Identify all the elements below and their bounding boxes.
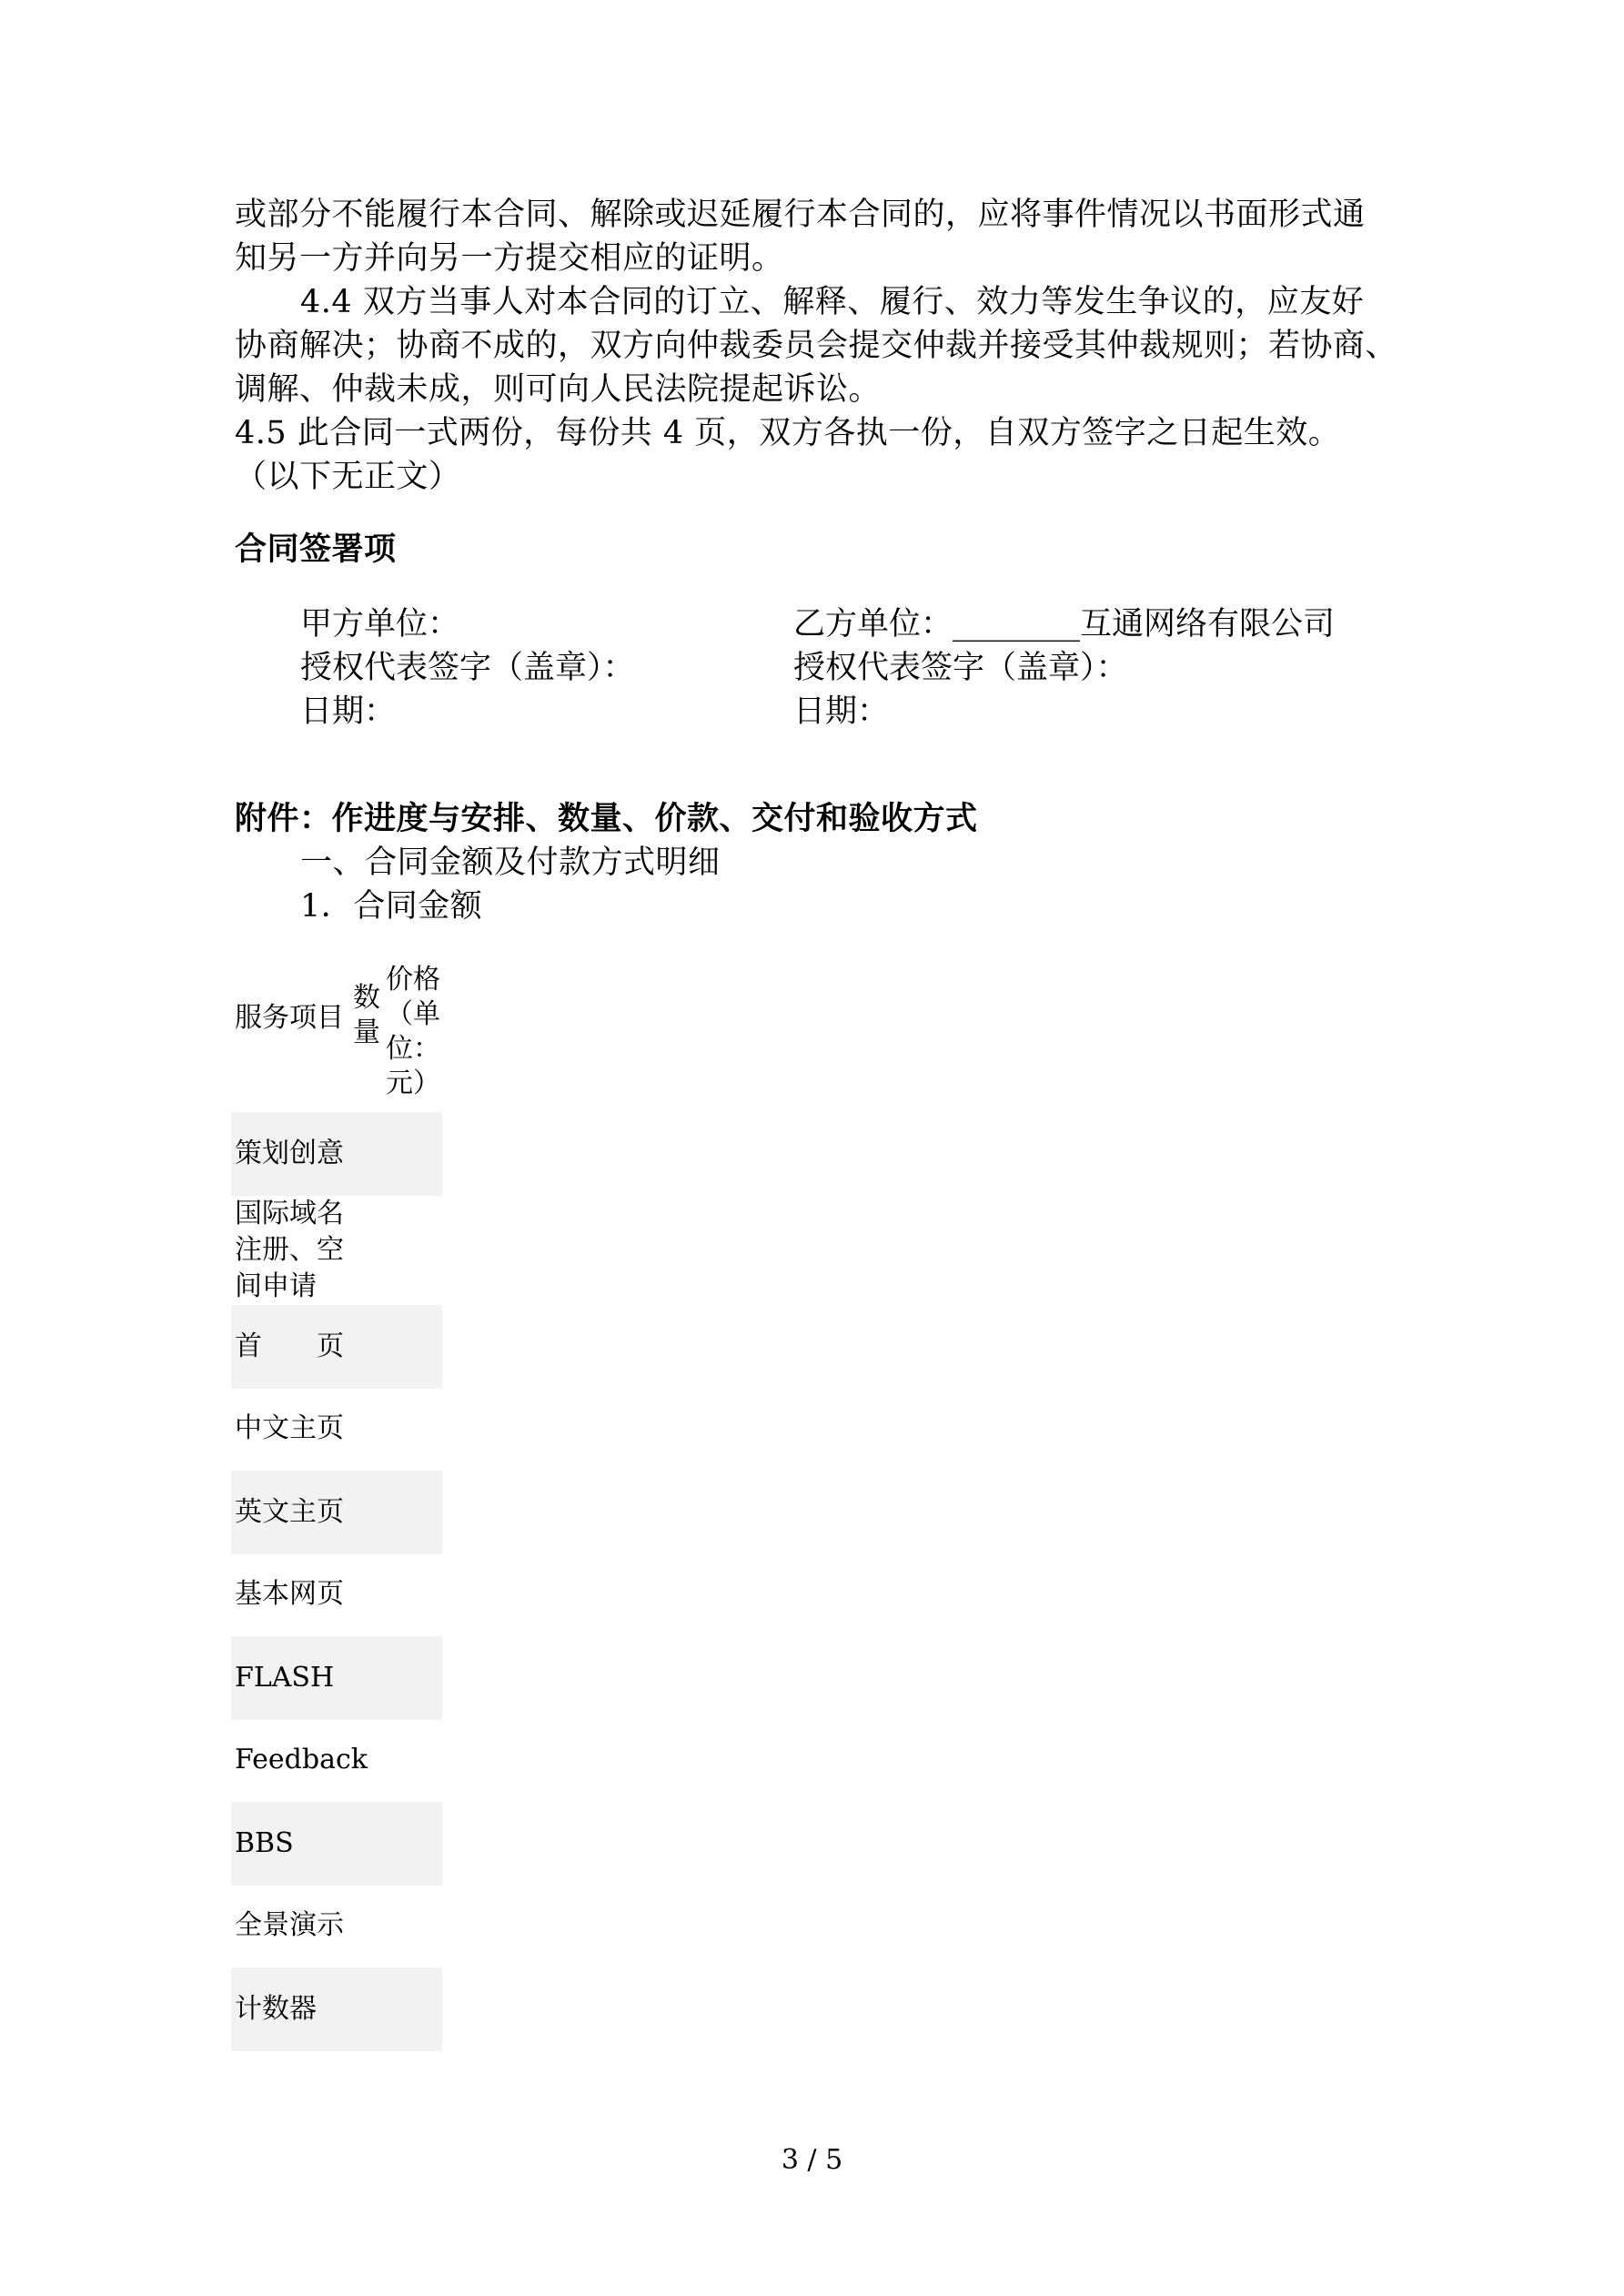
row-label: Feedback: [235, 1744, 368, 1775]
table-row: [231, 1886, 442, 1967]
row-label: BBS: [235, 1827, 294, 1859]
table-row: [231, 1967, 442, 2051]
row-label: 首 页: [235, 1330, 344, 1362]
party-b-unit: 乙方单位：________互通网络有限公司: [793, 606, 1336, 642]
header-service-item: 服务项目: [235, 1002, 344, 1034]
body-line-5: 调解、仲裁未成，则可向人民法院提起诉讼。: [235, 371, 882, 408]
body-line-2: 知另一方并向另一方提交相应的证明。: [235, 240, 784, 277]
party-a-date: 日期：: [300, 693, 397, 730]
table-row: [231, 1554, 442, 1636]
page-number: 3 / 5: [781, 2144, 843, 2176]
table-row: [231, 1196, 442, 1305]
row-label: FLASH: [235, 1662, 335, 1694]
table-row: [231, 1305, 442, 1389]
table-row: [231, 1636, 442, 1720]
party-b-date: 日期：: [793, 693, 890, 730]
row-label: 中文主页: [235, 1412, 344, 1444]
appendix-section-1: 一、合同金额及付款方式明细: [300, 845, 721, 881]
row-label: 基本网页: [235, 1578, 344, 1610]
signing-heading: 合同签署项: [235, 531, 397, 568]
clause-4-4: 4.4 双方当事人对本合同的订立、解释、履行、效力等发生争议的，应友好: [300, 284, 1365, 320]
appendix-subsection-1: 1．合同金额: [300, 888, 483, 925]
row-label-line-1: 国际域名: [235, 1198, 344, 1229]
row-label: 策划创意: [235, 1138, 344, 1169]
header-price-4: 元）: [386, 1067, 440, 1099]
table-row: [231, 1471, 442, 1554]
table-row: [231, 1389, 442, 1471]
row-label: 全景演示: [235, 1909, 344, 1941]
header-qty-2: 量: [353, 1017, 380, 1048]
row-label: 计数器: [235, 1993, 317, 2025]
party-a-signature: 授权代表签字（盖章）：: [300, 650, 635, 686]
row-label-line-3: 间申请: [235, 1270, 317, 1302]
table-row: [231, 1720, 442, 1802]
header-qty-1: 数: [353, 982, 380, 1014]
table-row: [231, 1112, 442, 1196]
header-price-2: （单: [386, 998, 440, 1030]
header-price-1: 价格: [386, 964, 440, 996]
body-line-1: 或部分不能履行本合同、解除或迟延履行本合同的，应将事件情况以书面形式通: [235, 197, 1366, 233]
party-a-unit: 甲方单位：: [300, 606, 460, 642]
clause-4-5: 4.5 此合同一式两份，每份共 4 页，双方各执一份，自双方签字之日起生效。: [235, 415, 1341, 451]
body-line-4: 协商解决；协商不成的，双方向仲裁委员会提交仲裁并接受其仲裁规则；若协商、: [235, 328, 1398, 364]
row-label: 英文主页: [235, 1496, 344, 1528]
appendix-heading: 附件：作进度与安排、数量、价款、交付和验收方式: [235, 800, 978, 837]
no-more-text-note: （以下无正文）: [235, 459, 461, 495]
row-label-line-2: 注册、空: [235, 1234, 344, 1266]
header-price-3: 位：: [386, 1033, 440, 1065]
party-b-signature: 授权代表签字（盖章）：: [793, 650, 1128, 686]
table-row: [231, 1802, 442, 1886]
